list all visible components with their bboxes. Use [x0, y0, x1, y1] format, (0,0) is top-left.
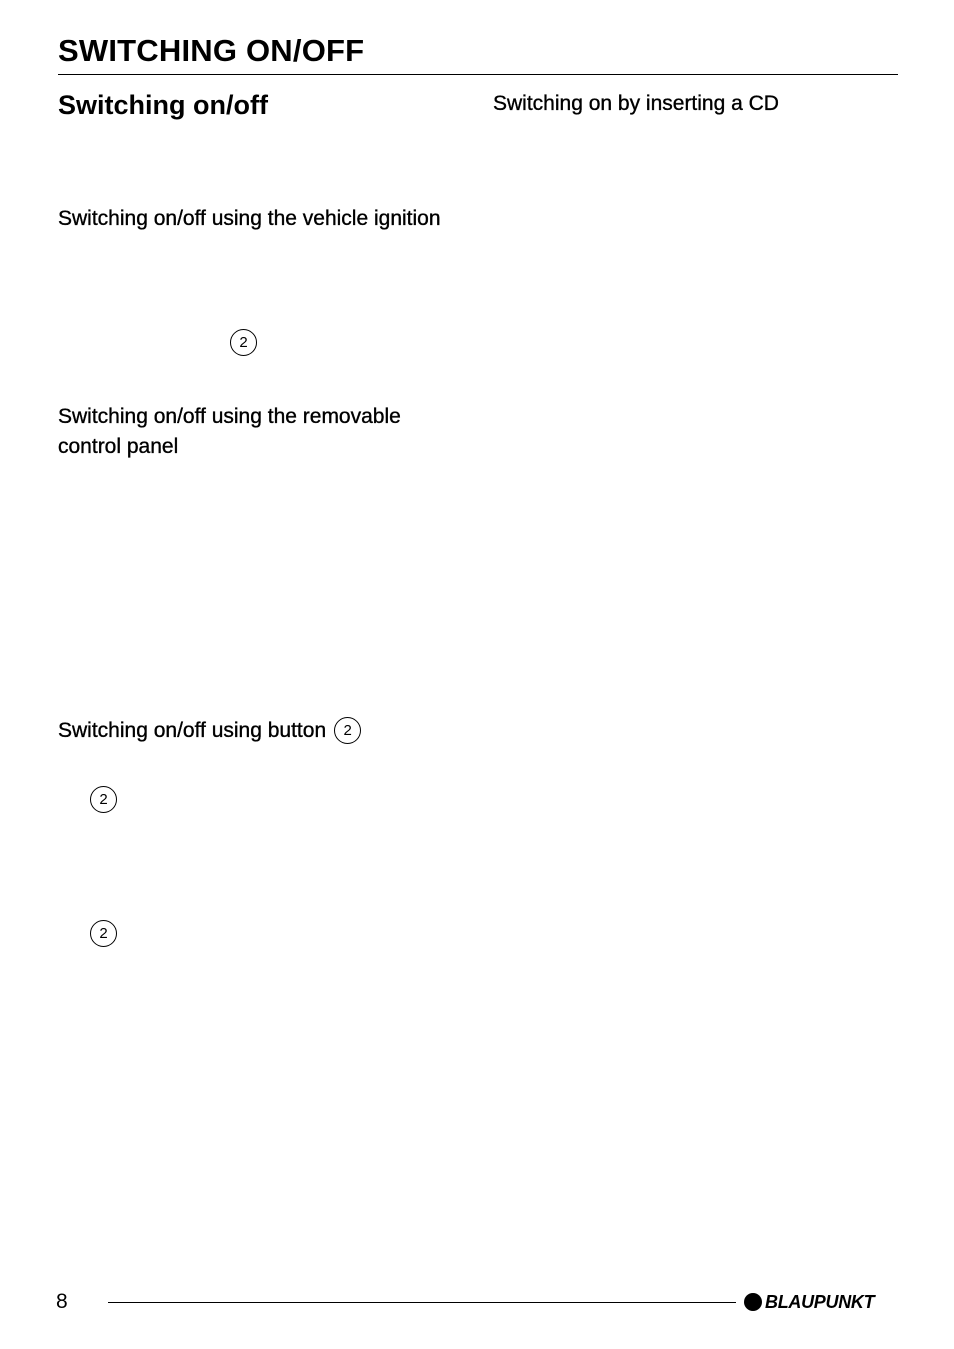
button-2-marker: 2	[334, 717, 361, 744]
subheading-inserting-cd: Switching on by inserting a CD	[493, 92, 779, 115]
blaupunkt-logo	[744, 1291, 874, 1313]
title-divider	[58, 74, 898, 75]
subheading-button-text: Switching on/off using button	[58, 719, 327, 742]
footer-divider	[108, 1302, 736, 1303]
brand-name: BLAUPUNKT	[765, 1292, 875, 1312]
subheading-button	[58, 716, 361, 746]
logo-dot-icon	[744, 1293, 762, 1311]
subheading-vehicle-ignition: Switching on/off using the vehicle ignition	[58, 207, 441, 230]
button-2-marker: 2	[230, 329, 257, 356]
button-2-marker: 2	[90, 920, 117, 947]
page-title: SWITCHING ON/OFF	[58, 33, 365, 68]
button-2-marker: 2	[90, 786, 117, 813]
subheading-control-panel: Switching on/off using the removable control panel	[58, 405, 401, 458]
section-title: Switching on/off	[58, 90, 268, 120]
page-number: 8	[56, 1290, 68, 1313]
